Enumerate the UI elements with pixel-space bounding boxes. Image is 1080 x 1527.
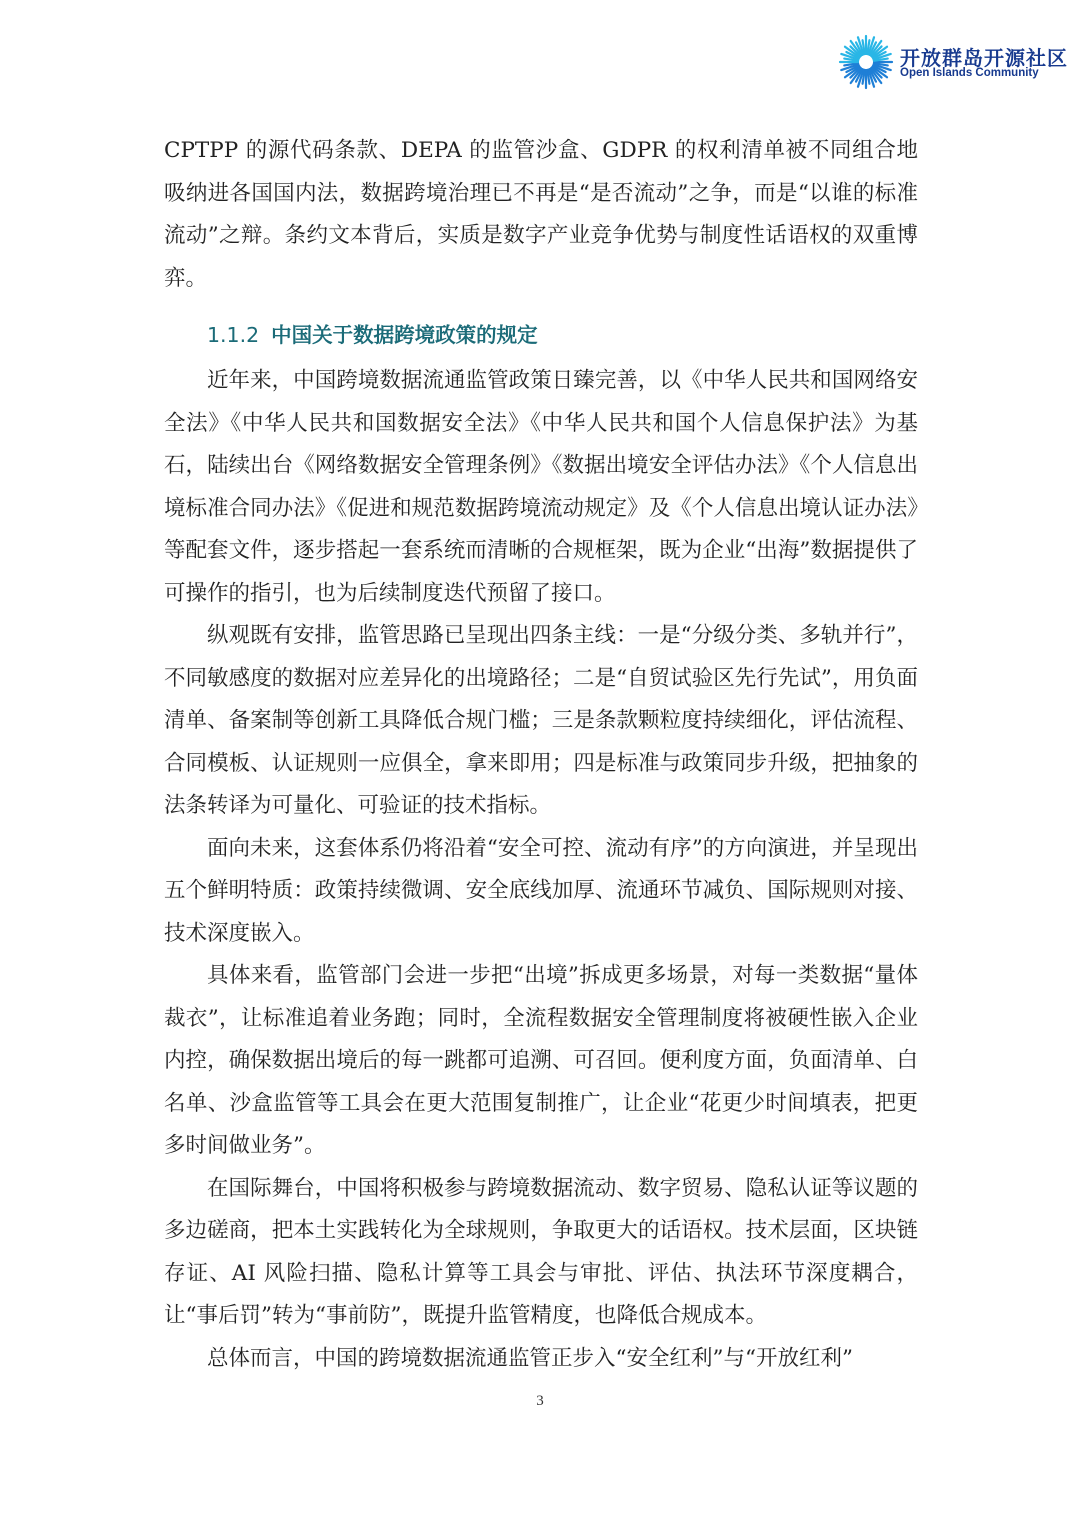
open-islands-logo-icon [838, 34, 894, 90]
page-number: 3 [536, 1393, 544, 1409]
body-paragraph-5: 在国际舞台，中国将积极参与跨境数据流动、数字贸易、隐私认证等议题的多边磋商，把本土实践转化为全球规则，争取更大的话语权。技术层面，区块链存证、AI 风险扫描、隐私计算等工具会与审批、评估、执法环节深度耦合，让“事后罚”转为“事前防”，既提升监管精度，也降低合规成本。 [164, 1175, 918, 1328]
community-logo [838, 34, 1068, 92]
logo-subtitle: Open Islands Community [900, 67, 1039, 79]
intro-paragraph: CPTPP 的源代码条款、DEPA 的监管沙盒、GDPR 的权利清单被不同组合地吸纳进各国国内法，数据跨境治理已不再是“是否流动”之争，而是“以谁的标准流动”之辩。条约文本背后，实质是数字产业竞争优势与制度性话语权的双重博弈。 [164, 138, 918, 291]
section-title: 中国关于数据跨境政策的规定 [271, 323, 538, 347]
document-body [164, 130, 918, 1380]
logo-title: 开放群岛开源社区 [900, 46, 1068, 70]
section-heading [207, 314, 918, 356]
section-number: 1.1.2 [207, 323, 260, 347]
body-paragraph-1: 近年来，中国跨境数据流通监管政策日臻完善，以《中华人民共和国网络安全法》《中华人民共和国数据安全法》《中华人民共和国个人信息保护法》为基石，陆续出台《网络数据安全管理条例》《数据出境安全评估办法》《个人信息出境标准合同办法》《促进和规范数据跨境流动规定》及《个人信息出境认证办法》等配套文件，逐步搭起一套系统而清晰的合规框架，既为企业“出海”数据提供了可操作的指引，也为后续制度迭代预留了接口。 [164, 368, 918, 606]
body-paragraph-2: 纵观既有安排，监管思路已呈现出四条主线：一是“分级分类、多轨并行”，不同敏感度的数据对应差异化的出境路径；二是“自贸试验区先行先试”，用负面清单、备案制等创新工具降低合规门槛；三是条款颗粒度持续细化，评估流程、合同模板、认证规则一应俱全，拿来即用；四是标准与政策同步升级，把抽象的法条转译为可量化、可验证的技术指标。 [164, 623, 918, 818]
body-paragraph-6: 总体而言，中国的跨境数据流通监管正步入“安全红利”与“开放红利” [207, 1345, 853, 1371]
body-paragraph-4: 具体来看，监管部门会进一步把“出境”拆成更多场景，对每一类数据“量体裁衣”，让标准追着业务跑；同时，全流程数据安全管理制度将被硬性嵌入企业内控，确保数据出境后的每一跳都可追溯、可召回。便利度方面，负面清单、白名单、沙盒监管等工具会在更大范围复制推广，让企业“花更少时间填表，把更多时间做业务”。 [164, 963, 918, 1158]
body-paragraph-3: 面向未来，这套体系仍将沿着“安全可控、流动有序”的方向演进，并呈现出五个鲜明特质：政策持续微调、安全底线加厚、流通环节减负、国际规则对接、技术深度嵌入。 [164, 835, 918, 946]
